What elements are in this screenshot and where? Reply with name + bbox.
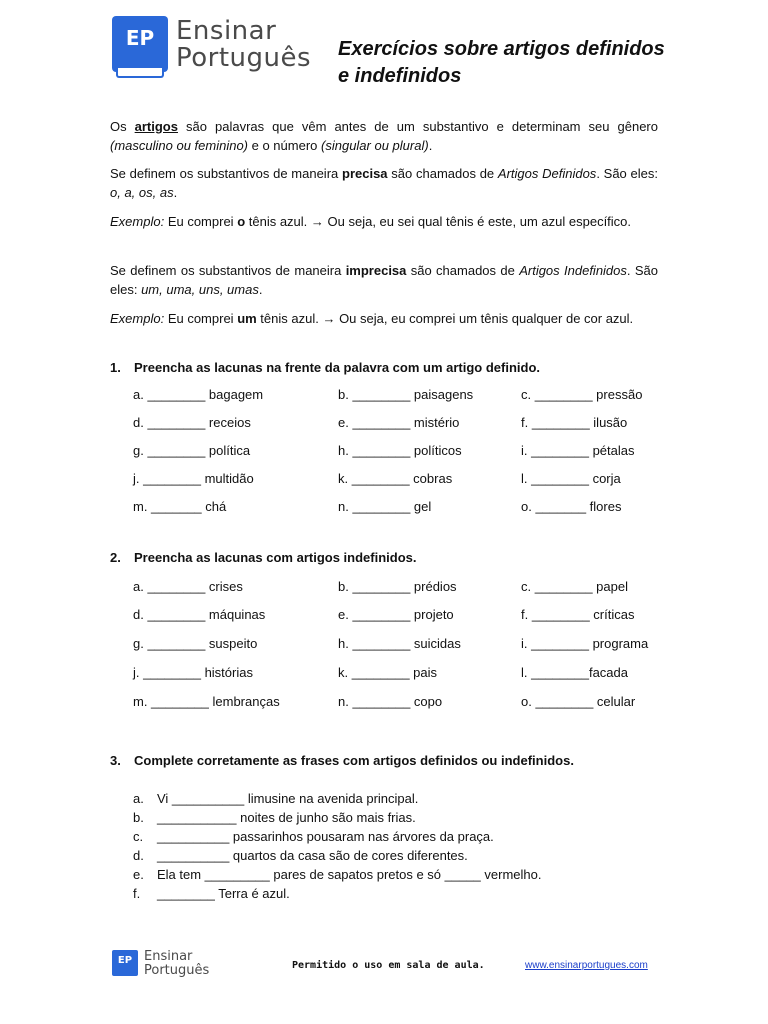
question-1-title: 1. Preencha as lacunas na frente da palavra com um artigo definido.: [110, 360, 541, 375]
blank-item: o. ________ celular: [521, 694, 636, 709]
blank-item: b. ________ prédios: [338, 579, 457, 594]
page-title: Exercícios sobre artigos definidos e indefinidos: [338, 38, 665, 87]
sentence-item: c. __________ passarinhos pousaram nas árvores da praça.: [133, 829, 494, 844]
footer-website-link[interactable]: www.ensinarportugues.com: [525, 960, 648, 971]
question-1-grid: [133, 387, 673, 527]
question-2-grid: [133, 579, 673, 722]
blank-item: f. ________ críticas: [521, 607, 635, 622]
grid-row: [133, 694, 673, 722]
question-3-title: 3. Complete corretamente as frases com artigos definidos ou indefinidos.: [110, 753, 574, 768]
sentence-item: f. ________ Terra é azul.: [133, 886, 290, 901]
sentence-item: b. ___________ noites de junho são mais frias.: [133, 810, 416, 825]
blank-item: d. ________ máquinas: [133, 607, 266, 622]
blank-item: h. ________ políticos: [338, 443, 462, 458]
grid-row: [133, 636, 673, 665]
blank-item: c. ________ pressão: [521, 387, 643, 402]
grid-row: [133, 415, 673, 443]
blank-item: m. _______ chá: [133, 499, 227, 514]
blank-item: o. _______ flores: [521, 499, 622, 514]
arrow-icon: →: [310, 214, 324, 229]
footer-logo: EP Ensinar Português: [112, 950, 232, 980]
intro-paragraph-2: Se definem os substantivos de maneira precisa são chamados de Artigos Definidos. São eles: o, a, os, as.: [110, 166, 658, 200]
blank-item: n. ________ gel: [338, 499, 432, 514]
blank-item: c. ________ papel: [521, 579, 628, 594]
brand-logo: [112, 16, 312, 76]
blank-item: a. ________ bagagem: [133, 387, 264, 402]
blank-item: i. ________ programa: [521, 636, 649, 651]
blank-item: a. ________ crises: [133, 579, 243, 594]
question-3-sentences: [133, 789, 673, 903]
blank-item: b. ________ paisagens: [338, 387, 474, 402]
intro-paragraph-1: Os artigos são palavras que vêm antes de um substantivo e determinam seu gênero (masculino ou feminino) e o número (singular ou plural).: [110, 119, 658, 153]
grid-row: [133, 387, 673, 415]
blank-item: i. ________ pétalas: [521, 443, 635, 458]
question-2-title: 2. Preencha as lacunas com artigos indefinidos.: [110, 550, 417, 565]
grid-row: [133, 579, 673, 607]
blank-item: l. ________facada: [521, 665, 628, 680]
grid-row: [133, 499, 673, 527]
blank-item: h. ________ suicidas: [338, 636, 461, 651]
sentence-item: a. Vi __________ limusine na avenida principal.: [133, 791, 419, 806]
blank-item: l. ________ corja: [521, 471, 621, 486]
footer-note: Permitido o uso em sala de aula.: [292, 960, 485, 971]
blank-item: k. ________ pais: [338, 665, 438, 680]
blank-item: g. ________ política: [133, 443, 251, 458]
blank-item: e. ________ mistério: [338, 415, 460, 430]
grid-row: [133, 443, 673, 471]
sentence-item: e. Ela tem _________ pares de sapatos pretos e só _____ vermelho.: [133, 867, 542, 882]
sentence-item: d. __________ quartos da casa são de cores diferentes.: [133, 848, 468, 863]
blank-item: j. ________ multidão: [133, 471, 254, 486]
blank-item: d. ________ receios: [133, 415, 251, 430]
arrow-icon: →: [322, 311, 336, 326]
blank-item: k. ________ cobras: [338, 471, 453, 486]
blank-item: m. ________ lembranças: [133, 694, 280, 709]
blank-item: n. ________ copo: [338, 694, 443, 709]
intro-paragraph-3: Se definem os substantivos de maneira imprecisa são chamados de Artigos Indefinidos. São eles: um, uma, uns, umas.: [110, 263, 659, 297]
blank-item: f. ________ ilusão: [521, 415, 628, 430]
logo-badge-text: EP: [125, 26, 155, 50]
blank-item: j. ________ histórias: [133, 665, 253, 680]
intro-example-2: Exemplo: Eu comprei um tênis azul. → Ou seja, eu comprei um tênis qualquer de cor azul.: [110, 311, 634, 326]
grid-row: [133, 665, 673, 694]
grid-row: [133, 607, 673, 636]
grid-row: [133, 471, 673, 499]
blank-item: e. ________ projeto: [338, 607, 454, 622]
logo-wordmark: Ensinar Português: [176, 16, 312, 73]
intro-example-1: Exemplo: Eu comprei o tênis azul. → Ou seja, eu sei qual tênis é este, um azul específico.: [110, 214, 632, 229]
blank-item: g. ________ suspeito: [133, 636, 258, 651]
